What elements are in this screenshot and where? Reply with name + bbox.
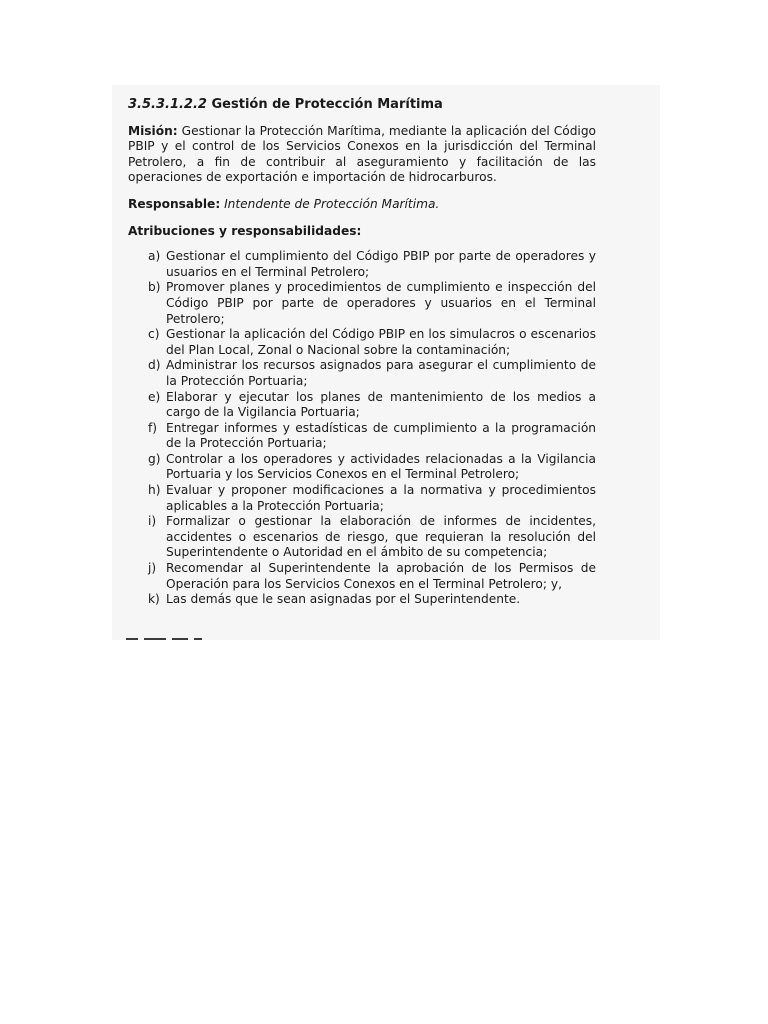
list-item-text: Controlar a los operadores y actividades relacionadas a la Vigilancia Portuaria y los Servicios Conexos en el Terminal Petrolero; <box>166 451 596 482</box>
list-item-text: Recomendar al Superintendente la aprobación de los Permisos de Operación para los Servicios Conexos en el Terminal Petrolero; y, <box>166 561 596 591</box>
responsible-paragraph <box>128 197 596 213</box>
duties-list <box>128 249 596 608</box>
section-title: Gestión de Protección Marítima <box>211 97 443 112</box>
list-item <box>148 483 596 514</box>
responsible-text: Intendente de Protección Marítima. <box>224 196 440 211</box>
scanned-page <box>112 85 660 640</box>
section-number: 3.5.3.1.2.2 <box>128 97 207 112</box>
list-marker: k) <box>148 592 160 607</box>
list-marker: h) <box>148 483 161 498</box>
list-item <box>148 327 596 358</box>
list-item <box>148 421 596 452</box>
list-item <box>148 561 596 592</box>
mission-paragraph <box>128 124 596 186</box>
list-marker: e) <box>148 389 161 404</box>
list-item <box>148 514 596 561</box>
list-item-text: Entregar informes y estadísticas de cumplimiento a la programación de la Protección Portuaria; <box>166 420 596 451</box>
list-marker: j) <box>148 561 157 576</box>
cut-off-next-heading <box>126 638 276 640</box>
list-item-text: Elaborar y ejecutar los planes de mantenimiento de los medios a cargo de la Vigilancia Portuaria; <box>166 389 596 420</box>
duties-heading: Atribuciones y responsabilidades: <box>128 223 362 238</box>
list-item-text: Gestionar el cumplimiento del Código PBIP por parte de operadores y usuarios en el Terminal Petrolero; <box>166 249 596 279</box>
mission-text: Gestionar la Protección Marítima, mediante la aplicación del Código PBIP y el control de los Servicios Conexos en la jurisdicción del Terminal Petrolero, a fin de contribuir al aseguramiento y facilitación de las operaciones de exportación e importación de hidrocarburos. <box>128 123 597 185</box>
list-marker: i) <box>148 514 157 529</box>
responsible-label: Responsable: <box>128 196 221 211</box>
list-marker: f) <box>148 420 158 435</box>
list-item-text: Gestionar la aplicación del Código PBIP en los simulacros o escenarios del Plan Local, Zonal o Nacional sobre la contaminación; <box>166 327 596 357</box>
list-item <box>148 280 596 327</box>
list-item <box>148 390 596 421</box>
list-marker: g) <box>148 451 161 466</box>
section-heading <box>128 97 596 113</box>
list-item <box>148 249 596 280</box>
list-item <box>148 452 596 483</box>
list-marker: a) <box>148 249 161 264</box>
list-marker: c) <box>148 327 160 342</box>
list-item-text: Administrar los recursos asignados para asegurar el cumplimiento de la Protección Portuaria; <box>166 358 596 388</box>
list-item-text: Las demás que le sean asignadas por el Superintendente. <box>166 592 521 607</box>
list-item-text: Formalizar o gestionar la elaboración de informes de incidentes, accidentes o escenarios de riesgo, que requieran la resolución del Superintendente o Autoridad en el ámbito de su competencia; <box>166 514 596 560</box>
list-marker: d) <box>148 358 161 373</box>
mission-label: Misión: <box>128 123 178 138</box>
list-item-text: Evaluar y proponer modificaciones a la normativa y procedimientos aplicables a la Protección Portuaria; <box>166 483 596 513</box>
list-marker: b) <box>148 280 161 295</box>
list-item <box>148 592 596 608</box>
document-body <box>128 97 596 608</box>
list-item <box>148 358 596 389</box>
list-item-text: Promover planes y procedimientos de cumplimiento e inspección del Código PBIP por parte de operadores y usuarios en el Terminal Petrolero; <box>166 280 596 326</box>
